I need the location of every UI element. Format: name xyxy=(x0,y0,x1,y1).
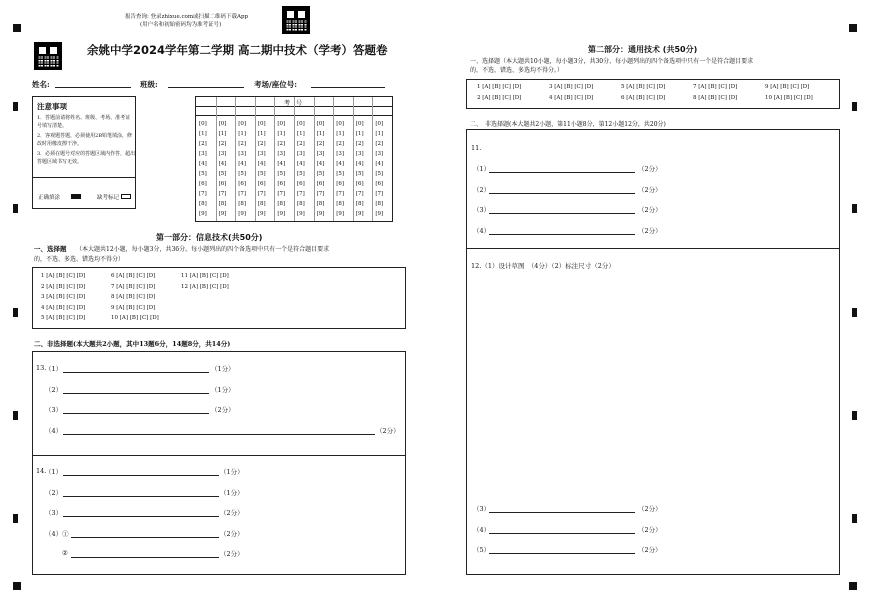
exam-id-bubble[interactable]: [5] xyxy=(277,171,286,177)
exam-id-bubble[interactable]: [0] xyxy=(257,121,266,127)
exam-id-bubble[interactable]: [0] xyxy=(297,121,305,127)
side-mark xyxy=(852,204,857,213)
correct-fill-label: 正确填涂 xyxy=(38,195,61,201)
class-label: 班级: xyxy=(140,80,158,89)
score-label: （2分） xyxy=(211,406,235,414)
choice-item[interactable]: 6 [A] [B] [C] [D] xyxy=(111,273,156,279)
exam-id-bubble[interactable]: [8] xyxy=(297,201,305,207)
exam-id-bubble[interactable]: [6] xyxy=(238,181,246,187)
exam-id-bubble[interactable]: [2] xyxy=(238,141,246,147)
absent-mark-label: 缺考标记 xyxy=(97,195,120,201)
exam-id-bubble[interactable]: [8] xyxy=(199,201,207,207)
exam-id-bubble[interactable]: [2] xyxy=(199,141,207,147)
exam-id-bubble[interactable]: [5] xyxy=(297,171,305,177)
exam-id-bubble[interactable]: [3] xyxy=(257,151,266,157)
choice-item[interactable]: 3 [A] [B] [C] [D] xyxy=(549,84,594,90)
answer-label: （1） xyxy=(473,165,491,173)
side-mark xyxy=(13,102,18,111)
answer-line[interactable] xyxy=(63,434,375,435)
absent-bubble-icon[interactable] xyxy=(121,194,131,199)
choice-item[interactable]: 7 [A] [B] [C] [D] xyxy=(693,84,738,90)
choice-item[interactable]: 6 [A] [B] [C] [D] xyxy=(621,95,666,101)
exam-id-bubble[interactable]: [5] xyxy=(218,171,227,177)
exam-id-bubble[interactable]: [0] xyxy=(375,121,384,127)
answer-label: （3） xyxy=(45,406,63,414)
exam-id-bubble[interactable]: [7] xyxy=(355,191,364,197)
answer-line[interactable] xyxy=(489,172,635,173)
answer-label: （3） xyxy=(473,505,491,513)
choice-item[interactable]: 1 [A] [B] [C] [D] xyxy=(41,273,86,279)
score-label: （1分） xyxy=(220,468,244,476)
exam-id-bubble[interactable]: [5] xyxy=(375,171,384,177)
exam-id-bubble[interactable]: [9] xyxy=(375,211,384,217)
answer-line[interactable] xyxy=(71,537,219,538)
corner-mark-br xyxy=(849,582,857,590)
report-note-line1: 报告查询: 登录zhixue.com或扫描二维码下载App xyxy=(125,14,249,20)
exam-id-bubble[interactable]: [9] xyxy=(277,211,286,217)
side-mark xyxy=(13,308,18,317)
exam-id-bubble[interactable]: [3] xyxy=(297,151,305,157)
choice-item[interactable]: 5 [A] [B] [C] [D] xyxy=(41,315,86,321)
part2-mc-desc1: 一、选择题（本大题共10小题，每小题3分，共30分，每小题列出的四个备选项中只有一个是符合题目要求 xyxy=(470,58,754,65)
choice-item[interactable]: 1 [A] [B] [C] [D] xyxy=(477,84,522,90)
exam-id-bubble[interactable]: [1] xyxy=(336,131,344,137)
score-label: （2分） xyxy=(638,206,662,214)
exam-id-bubble[interactable]: [1] xyxy=(316,131,325,137)
notice-item: 1．答题前请将姓名、班级、考场、准考证 xyxy=(37,115,131,121)
exam-id-bubble[interactable]: [3] xyxy=(218,151,227,157)
exam-id-bubble[interactable]: [4] xyxy=(257,161,266,167)
exam-id-bubble[interactable]: [5] xyxy=(336,171,344,177)
exam-id-bubble[interactable]: [6] xyxy=(316,181,325,187)
exam-id-bubble[interactable]: [4] xyxy=(375,161,384,167)
exam-id-bubble[interactable]: [9] xyxy=(257,211,266,217)
exam-id-bubble[interactable]: [6] xyxy=(199,181,207,187)
exam-id-bubble[interactable]: [5] xyxy=(355,171,364,177)
exam-id-bubble[interactable]: [4] xyxy=(355,161,364,167)
exam-id-bubble[interactable]: [5] xyxy=(238,171,246,177)
exam-id-bubble[interactable]: [4] xyxy=(199,161,207,167)
answer-label: （2） xyxy=(45,385,63,394)
exam-id-bubble[interactable]: [6] xyxy=(336,181,344,187)
notice-item: 号填写清楚。 xyxy=(37,123,68,129)
exam-id-bubble[interactable]: [0] xyxy=(355,121,364,127)
q13-number: 13. xyxy=(36,364,47,372)
score-label: （1分） xyxy=(211,365,235,373)
choice-item[interactable]: 8 [A] [B] [C] [D] xyxy=(693,95,738,101)
exam-id-bubble[interactable]: [1] xyxy=(277,131,286,137)
filled-bubble-icon xyxy=(71,194,81,199)
answer-line[interactable] xyxy=(63,516,219,517)
choice-item[interactable]: 7 [A] [B] [C] [D] xyxy=(111,283,156,290)
exam-id-bubble[interactable]: [9] xyxy=(199,211,207,217)
exam-id-bubble[interactable]: [9] xyxy=(218,211,227,217)
exam-id-bubble[interactable]: [8] xyxy=(257,201,266,207)
exam-id-grid xyxy=(195,96,393,222)
answer-line[interactable] xyxy=(489,533,635,534)
answer-line[interactable] xyxy=(489,193,635,194)
answer-line[interactable] xyxy=(63,413,209,414)
score-label: （2分） xyxy=(376,426,400,435)
side-mark xyxy=(852,102,857,111)
exam-id-header: 考 号 xyxy=(284,100,303,107)
score-label: （2分） xyxy=(638,505,662,513)
exam-id-bubble[interactable]: [1] xyxy=(355,131,364,137)
qr-code-icon xyxy=(282,6,310,34)
exam-id-bubble[interactable]: [3] xyxy=(375,151,384,157)
notice-heading: 注意事项 xyxy=(37,102,67,111)
exam-id-bubble[interactable]: [2] xyxy=(218,141,227,147)
exam-id-bubble[interactable]: [6] xyxy=(257,181,266,187)
class-field[interactable] xyxy=(168,78,244,88)
exam-id-bubble[interactable]: [3] xyxy=(355,151,364,157)
choice-item[interactable]: 3 [A] [B] [C] [D] xyxy=(41,294,86,300)
exam-id-bubble[interactable]: [0] xyxy=(199,121,207,127)
name-field[interactable] xyxy=(55,78,131,88)
exam-id-bubble[interactable]: [5] xyxy=(316,171,325,177)
corner-mark-tr xyxy=(849,24,857,32)
exam-id-bubble[interactable]: [2] xyxy=(297,141,305,147)
answer-label: （3） xyxy=(473,206,491,214)
part1-mc-box xyxy=(32,267,406,329)
part2-nonmc-box xyxy=(466,129,840,575)
side-mark xyxy=(852,514,857,523)
exam-id-bubble[interactable]: [1] xyxy=(199,131,207,137)
exam-id-bubble[interactable]: [0] xyxy=(218,121,227,127)
answer-label: （5） xyxy=(473,546,491,554)
exam-id-bubble[interactable]: [5] xyxy=(199,171,207,177)
answer-label: （3） xyxy=(45,509,63,517)
exam-id-bubble[interactable]: [0] xyxy=(336,121,344,127)
grid-column-divider xyxy=(372,97,373,221)
answer-line[interactable] xyxy=(63,475,219,476)
notice-item: 3．必须在题号对应的答题区域内作答，超出 xyxy=(37,151,136,157)
notice-item: 2．客观题答题，必须使用2B铅笔填涂，修 xyxy=(37,133,133,139)
exam-id-bubble[interactable]: [1] xyxy=(238,131,246,137)
exam-id-bubble[interactable]: [4] xyxy=(336,161,344,167)
exam-id-bubble[interactable]: [7] xyxy=(316,191,325,197)
score-label: （2分） xyxy=(220,550,244,558)
exam-id-bubble[interactable]: [7] xyxy=(199,191,207,197)
part2-heading: 第二部分：通用技术 (共50分) xyxy=(588,45,698,54)
answer-line[interactable] xyxy=(71,557,219,558)
exam-id-bubble[interactable]: [6] xyxy=(375,181,384,187)
exam-id-bubble[interactable]: [3] xyxy=(277,151,286,157)
q14-number: 14. xyxy=(36,467,47,475)
answer-label: （4）① xyxy=(45,529,69,538)
exam-id-bubble[interactable]: [7] xyxy=(297,191,305,197)
choice-item[interactable]: 12 [A] [B] [C] [D] xyxy=(181,283,229,290)
choice-item[interactable]: 2 [A] [B] [C] [D] xyxy=(477,95,522,101)
exam-id-bubble[interactable]: [8] xyxy=(218,201,227,207)
exam-id-bubble[interactable]: [8] xyxy=(355,201,364,207)
side-mark xyxy=(13,514,18,523)
score-label: （2分） xyxy=(638,185,662,194)
exam-id-bubble[interactable]: [3] xyxy=(199,151,207,157)
exam-id-bubble[interactable]: [0] xyxy=(277,121,286,127)
answer-line[interactable] xyxy=(63,393,209,394)
exam-id-bubble[interactable]: [3] xyxy=(238,151,246,157)
exam-id-bubble[interactable]: [2] xyxy=(316,141,325,147)
choice-item[interactable]: 10 [A] [B] [C] [D] xyxy=(765,95,813,101)
part1-heading: 第一部分：信息技术(共50分) xyxy=(156,233,263,242)
exam-id-bubble[interactable]: [9] xyxy=(336,211,344,217)
exam-id-bubble[interactable]: [2] xyxy=(375,141,384,147)
answer-line[interactable] xyxy=(489,213,635,214)
exam-seat-field[interactable] xyxy=(311,78,385,88)
answer-line[interactable] xyxy=(63,496,219,497)
exam-id-bubble[interactable]: [1] xyxy=(297,131,305,137)
corner-mark-tl xyxy=(13,24,21,32)
q12-heading: 12.（1）设计草图 （4分）（2）标注尺寸（2分） xyxy=(471,262,615,270)
exam-id-bubble[interactable]: [7] xyxy=(375,191,384,197)
grid-column-divider xyxy=(255,97,256,221)
exam-id-bubble[interactable]: [2] xyxy=(257,141,266,147)
answer-line[interactable] xyxy=(489,553,635,554)
answer-label: （2） xyxy=(473,185,491,194)
side-mark xyxy=(852,308,857,317)
answer-line[interactable] xyxy=(489,234,635,235)
part1-nonmc-box xyxy=(32,351,406,575)
grid-column-divider xyxy=(353,97,354,221)
choice-item[interactable]: 10 [A] [B] [C] [D] xyxy=(111,315,159,321)
answer-label: （4） xyxy=(45,426,63,435)
name-label: 姓名: xyxy=(32,80,50,89)
report-note-line2: (用户名和初始密码均为准考证号) xyxy=(140,22,222,28)
exam-id-bubble[interactable]: [3] xyxy=(316,151,325,157)
exam-id-bubble[interactable]: [4] xyxy=(218,161,227,167)
exam-id-bubble[interactable]: [8] xyxy=(336,201,344,207)
part1-mc-desc2: 的，不选、多选、错选均不得分） xyxy=(34,256,125,263)
exam-id-bubble[interactable]: [8] xyxy=(316,201,325,207)
exam-id-bubble[interactable]: [9] xyxy=(238,211,246,217)
part1-mc-desc1: （本大题共12小题，每小题3分，共36分。每小题列出的四个备选项中只有一个是符合题目要求 xyxy=(76,246,330,253)
exam-id-bubble[interactable]: [7] xyxy=(218,191,227,197)
exam-id-bubble[interactable]: [2] xyxy=(277,141,286,147)
exam-id-bubble[interactable]: [6] xyxy=(277,181,286,187)
exam-id-bubble[interactable]: [2] xyxy=(355,141,364,147)
choice-item[interactable]: 9 [A] [B] [C] [D] xyxy=(111,304,156,311)
exam-id-bubble[interactable]: [4] xyxy=(277,161,286,167)
exam-id-bubble[interactable]: [7] xyxy=(257,191,266,197)
answer-label: （2） xyxy=(45,488,63,497)
score-label: （2分） xyxy=(638,546,662,554)
score-label: （2分） xyxy=(638,525,662,534)
exam-id-bubble[interactable]: [1] xyxy=(218,131,227,137)
score-label: （2分） xyxy=(638,226,662,235)
notice-box xyxy=(32,96,136,209)
exam-id-bubble[interactable]: [9] xyxy=(355,211,364,217)
exam-id-bubble[interactable]: [7] xyxy=(336,191,344,197)
exam-id-bubble[interactable]: [8] xyxy=(238,201,246,207)
page-title: 余姚中学2024学年第二学期 高二期中技术（学考）答题卷 xyxy=(87,43,388,57)
exam-id-bubble[interactable]: [9] xyxy=(297,211,305,217)
score-label: （2分） xyxy=(638,165,662,173)
exam-id-bubble[interactable]: [2] xyxy=(336,141,344,147)
qr-code-icon xyxy=(34,42,62,70)
exam-id-bubble[interactable]: [0] xyxy=(316,121,325,127)
answer-label: （4） xyxy=(473,525,491,534)
answer-line[interactable] xyxy=(489,512,635,513)
grid-column-divider xyxy=(274,97,275,221)
q11-number: 11. xyxy=(471,144,482,152)
score-label: （2分） xyxy=(220,509,244,517)
exam-id-bubble[interactable]: [4] xyxy=(316,161,325,167)
side-mark xyxy=(852,411,857,420)
part2-nonmc-title: 二、 非选择题(本大题共2小题，第11小题8分，第12小题12分，共20分) xyxy=(470,121,666,128)
grid-column-divider xyxy=(333,97,334,221)
exam-id-bubble[interactable]: [5] xyxy=(257,171,266,177)
exam-id-bubble[interactable]: [4] xyxy=(297,161,305,167)
exam-id-bubble[interactable]: [6] xyxy=(355,181,364,187)
answer-label: （4） xyxy=(473,226,491,235)
grid-column-divider xyxy=(235,97,236,221)
side-mark xyxy=(13,411,18,420)
exam-id-bubble[interactable]: [6] xyxy=(297,181,305,187)
grid-column-divider xyxy=(294,97,295,221)
grid-column-divider xyxy=(216,97,217,221)
exam-id-bubble[interactable]: [8] xyxy=(375,201,384,207)
grid-column-divider xyxy=(314,97,315,221)
exam-id-bubble[interactable]: [3] xyxy=(336,151,344,157)
exam-id-bubble[interactable]: [7] xyxy=(277,191,286,197)
part2-mc-box xyxy=(466,79,840,109)
exam-seat-label: 考场/座位号: xyxy=(254,80,298,89)
part1-mc-title: 一、选择题 xyxy=(34,245,67,253)
notice-item: 改时用橡皮擦干净。 xyxy=(37,141,83,147)
exam-id-bubble[interactable]: [6] xyxy=(218,181,227,187)
exam-id-bubble[interactable]: [9] xyxy=(316,211,325,217)
choice-item[interactable]: 8 [A] [B] [C] [D] xyxy=(111,294,156,300)
side-mark xyxy=(13,204,18,213)
exam-id-bubble[interactable]: [0] xyxy=(238,121,246,127)
notice-item: 答题区域书写无效。 xyxy=(37,159,83,165)
answer-line[interactable] xyxy=(63,372,209,373)
choice-item[interactable]: 11 [A] [B] [C] [D] xyxy=(181,273,229,279)
answer-label: （1） xyxy=(45,365,63,373)
choice-item[interactable]: 4 [A] [B] [C] [D] xyxy=(549,95,594,101)
choice-item[interactable]: 2 [A] [B] [C] [D] xyxy=(41,283,86,290)
score-label: （1分） xyxy=(211,385,235,394)
choice-item[interactable]: 9 [A] [B] [C] [D] xyxy=(765,84,810,90)
exam-id-bubble[interactable]: [8] xyxy=(277,201,286,207)
part2-mc-desc2: 的，不选、错选、多选均不得分。） xyxy=(470,67,564,74)
exam-id-bubble[interactable]: [4] xyxy=(238,161,246,167)
corner-mark-bl xyxy=(13,582,21,590)
score-label: （1分） xyxy=(220,488,244,497)
exam-id-bubble[interactable]: [1] xyxy=(375,131,384,137)
answer-label: （1） xyxy=(45,468,63,476)
exam-id-bubble[interactable]: [1] xyxy=(257,131,266,137)
exam-id-bubble[interactable]: [7] xyxy=(238,191,246,197)
score-label: （2分） xyxy=(220,529,244,538)
part1-nonmc-title: 二、非选择题(本大题共2小题，其中13题6分，14题8分，共14分) xyxy=(34,340,231,348)
choice-item[interactable]: 5 [A] [B] [C] [D] xyxy=(621,84,666,90)
answer-label: ② xyxy=(62,549,68,557)
choice-item[interactable]: 4 [A] [B] [C] [D] xyxy=(41,304,86,311)
